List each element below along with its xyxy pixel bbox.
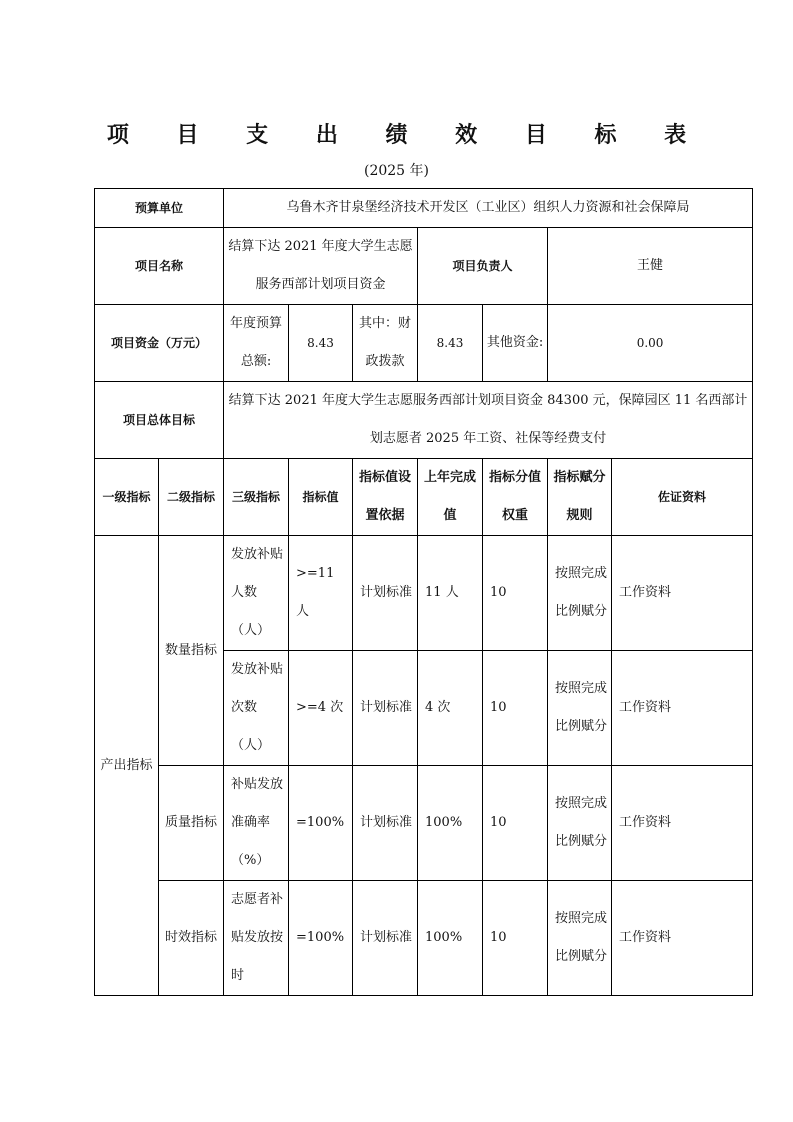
table-row xyxy=(95,766,753,881)
funds-fiscal-label: 其中：财政拨款 xyxy=(353,305,418,382)
value-cell: >=11 人 xyxy=(289,536,353,651)
basis-cell: 计划标准 xyxy=(353,766,418,881)
prev-cell: 100% xyxy=(418,766,483,881)
header-cell: 指标值 xyxy=(289,459,353,536)
level1-cell: 产出指标 xyxy=(95,536,159,996)
header-cell: 二级指标 xyxy=(159,459,224,536)
rule-cell: 按照完成比例赋分 xyxy=(548,881,612,996)
rule-cell: 按照完成比例赋分 xyxy=(548,536,612,651)
budget-unit-label: 预算单位 xyxy=(95,189,224,228)
weight-cell: 10 xyxy=(483,536,548,651)
level2-cell: 时效指标 xyxy=(159,881,224,996)
basis-cell: 计划标准 xyxy=(353,536,418,651)
weight-cell: 10 xyxy=(483,766,548,881)
value-cell: >=4 次 xyxy=(289,651,353,766)
header-cell: 三级指标 xyxy=(224,459,289,536)
basis-cell: 计划标准 xyxy=(353,881,418,996)
goal-value: 结算下达 2021 年度大学生志愿服务西部计划项目资金 84300 元，保障园区 11 名西部计划志愿者 2025 年工资、社保等经费支付 xyxy=(224,382,753,459)
project-owner-value: 王健 xyxy=(548,228,753,305)
level3-cell: 补贴发放准确率（%） xyxy=(224,766,289,881)
prev-cell: 4 次 xyxy=(418,651,483,766)
value-cell: =100% xyxy=(289,766,353,881)
rule-cell: 按照完成比例赋分 xyxy=(548,766,612,881)
funds-other-value: 0.00 xyxy=(548,305,753,382)
level3-cell: 发放补贴次数（人） xyxy=(224,651,289,766)
header-row xyxy=(95,459,753,536)
project-name-row xyxy=(95,228,753,305)
prev-cell: 100% xyxy=(418,881,483,996)
funds-total-label: 年度预算总额: xyxy=(224,305,289,382)
level3-cell: 发放补贴人数（人） xyxy=(224,536,289,651)
page-title: 项 目 支 出 绩 效 目 标 表 xyxy=(106,122,707,148)
project-name-label: 项目名称 xyxy=(95,228,224,305)
level2-cell: 数量指标 xyxy=(159,536,224,766)
funds-total-value: 8.43 xyxy=(289,305,353,382)
value-cell: =100% xyxy=(289,881,353,996)
header-cell: 佐证资料 xyxy=(612,459,753,536)
basis-cell: 计划标准 xyxy=(353,651,418,766)
level3-cell: 志愿者补贴发放按时 xyxy=(224,881,289,996)
rule-cell: 按照完成比例赋分 xyxy=(548,651,612,766)
evidence-cell: 工作资料 xyxy=(612,881,753,996)
table-row xyxy=(95,536,753,651)
project-owner-label: 项目负责人 xyxy=(418,228,548,305)
funds-label: 项目资金（万元） xyxy=(95,305,224,382)
header-cell: 指标值设置依据 xyxy=(353,459,418,536)
header-cell: 上年完成值 xyxy=(418,459,483,536)
prev-cell: 11 人 xyxy=(418,536,483,651)
level2-cell: 质量指标 xyxy=(159,766,224,881)
evidence-cell: 工作资料 xyxy=(612,651,753,766)
goal-row xyxy=(95,382,753,459)
goal-label: 项目总体目标 xyxy=(95,382,224,459)
funds-other-label: 其他资金: xyxy=(483,305,548,382)
project-name-value: 结算下达 2021 年度大学生志愿服务西部计划项目资金 xyxy=(224,228,418,305)
funds-row xyxy=(95,305,753,382)
budget-unit-row xyxy=(95,189,753,228)
header-cell: 指标赋分规则 xyxy=(548,459,612,536)
funds-fiscal-value: 8.43 xyxy=(418,305,483,382)
page-subtitle: (2025 年) xyxy=(363,163,429,179)
evidence-cell: 工作资料 xyxy=(612,536,753,651)
budget-unit-value: 乌鲁木齐甘泉堡经济技术开发区（工业区）组织人力资源和社会保障局 xyxy=(224,189,753,228)
header-cell: 指标分值权重 xyxy=(483,459,548,536)
header-cell: 一级指标 xyxy=(95,459,159,536)
weight-cell: 10 xyxy=(483,651,548,766)
performance-target-table xyxy=(94,188,753,996)
table-row xyxy=(95,881,753,996)
evidence-cell: 工作资料 xyxy=(612,766,753,881)
weight-cell: 10 xyxy=(483,881,548,996)
